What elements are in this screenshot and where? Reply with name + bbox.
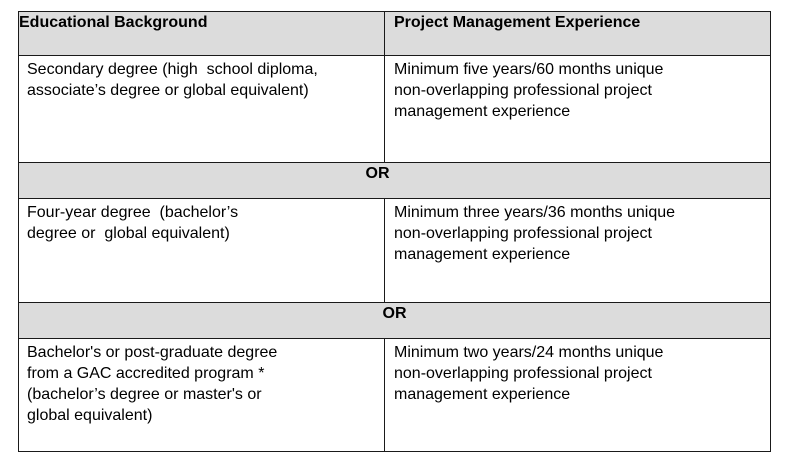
cell-line: Bachelor's or post-graduate degree [27,344,278,361]
cell-line: management experience [394,386,571,403]
cell-line: non-overlapping professional project [394,82,652,99]
cell-line: (bachelor’s degree or master's or [27,386,262,403]
cell-line: non-overlapping professional project [394,225,652,242]
or-separator: OR [19,303,771,339]
header-educational-background: Educational Background [19,12,385,56]
cell-line: non-overlapping professional project [394,365,652,382]
cell-line: associate’s degree or global equivalent) [27,82,309,99]
education-cell [19,56,385,163]
experience-cell [385,56,771,163]
education-cell [19,199,385,303]
experience-cell [385,339,771,452]
or-separator-row [19,163,771,199]
or-separator: OR [19,163,771,199]
cell-line: Secondary degree (high school diploma, [27,61,318,78]
cell-line: degree or global equivalent) [27,225,230,242]
header-project-management-experience: Project Management Experience [385,12,771,56]
eligibility-table [18,11,771,452]
or-separator-row [19,303,771,339]
cell-line: Four-year degree (bachelor’s [27,204,239,221]
table-row [19,199,771,303]
table-row [19,56,771,163]
cell-line: global equivalent) [27,407,153,424]
cell-line: Minimum two years/24 months unique [394,344,664,361]
cell-line: from a GAC accredited program * [27,365,265,382]
education-cell [19,339,385,452]
header-row [19,12,771,56]
cell-line: Minimum five years/60 months unique [394,61,664,78]
experience-cell [385,199,771,303]
cell-line: management experience [394,246,571,263]
table-row [19,339,771,452]
cell-line: management experience [394,103,571,120]
cell-line: Minimum three years/36 months unique [394,204,676,221]
